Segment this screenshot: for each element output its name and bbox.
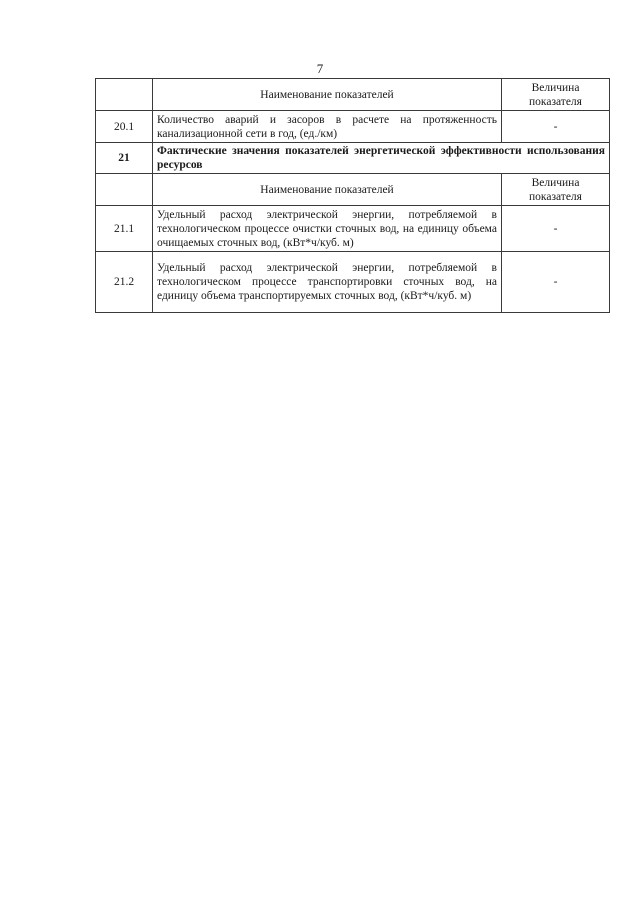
page-number: 7 bbox=[316, 61, 324, 76]
indicators-table bbox=[95, 78, 610, 313]
header-name-cell: Наименование показателей bbox=[153, 79, 502, 111]
row-number: 21.1 bbox=[96, 206, 153, 252]
header-num-cell bbox=[96, 79, 153, 111]
header-value-cell: Величина показателя bbox=[502, 79, 610, 111]
header-name-cell: Наименование показателей bbox=[153, 174, 502, 206]
table-row bbox=[96, 252, 610, 313]
row-description: Количество аварий и засоров в расчете на протяженность канализационной сети в год, (ед./км) bbox=[153, 111, 502, 143]
row-number: 20.1 bbox=[96, 111, 153, 143]
row-value: - bbox=[502, 252, 610, 313]
row-value: - bbox=[502, 111, 610, 143]
table-header-row bbox=[96, 79, 610, 111]
section-number: 21 bbox=[96, 143, 153, 174]
row-number: 21.2 bbox=[96, 252, 153, 313]
section-title: Фактические значения показателей энергетической эффективности использования ресурсов bbox=[153, 143, 610, 174]
section-row bbox=[96, 143, 610, 174]
row-description: Удельный расход электрической энергии, потребляемой в технологическом процессе очистки сточных вод, на единицу объема очищаемых сточных вод, (кВт*ч/куб. м) bbox=[153, 206, 502, 252]
table-header-row bbox=[96, 174, 610, 206]
row-value: - bbox=[502, 206, 610, 252]
table-row bbox=[96, 111, 610, 143]
header-num-cell bbox=[96, 174, 153, 206]
row-description: Удельный расход электрической энергии, потребляемой в технологическом процессе транспортировки сточных вод, на единицу объема транспортируемых сточных вод, (кВт*ч/куб. м) bbox=[153, 252, 502, 313]
header-value-cell: Величина показателя bbox=[502, 174, 610, 206]
table-row bbox=[96, 206, 610, 252]
